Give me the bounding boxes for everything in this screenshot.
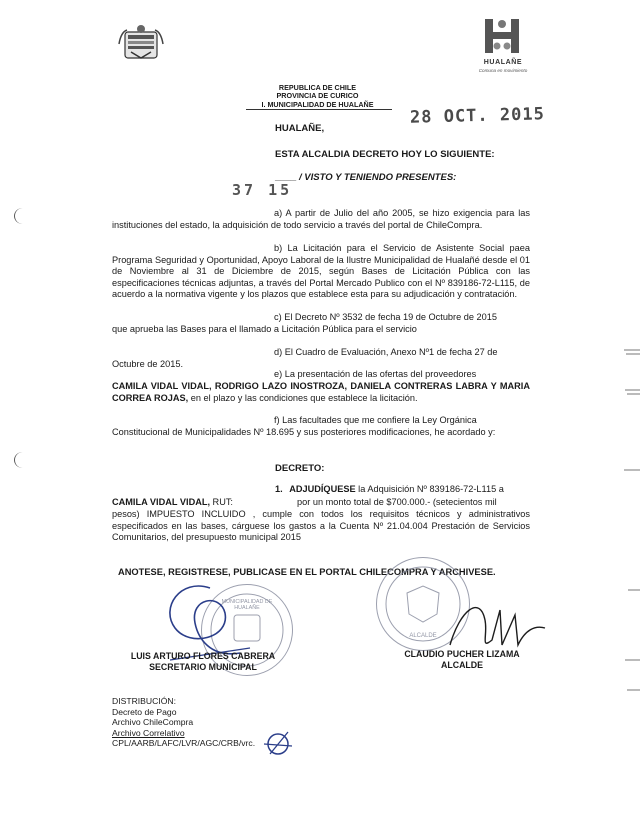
- header-rule: [246, 109, 392, 110]
- amount-text: por un monto total de $700.000.- (setecientos mil: [297, 497, 497, 507]
- decreto-heading: DECRETO:: [275, 463, 325, 474]
- visto-f-line2: Constitucional de Municipalidades Nº 18.695 y sus posteriores modificaciones, he acordado y:: [112, 427, 496, 437]
- decreto-verb: ADJUDÍQUESE: [289, 484, 356, 494]
- visto-c-line2: que aprueba las Bases para el llamado a Licitación Pública para el servicio: [112, 324, 417, 334]
- visto-c-line1: c) El Decreto Nº 3532 de fecha 19 de Octubre de 2015: [274, 312, 497, 322]
- decree-number-stamp: [232, 181, 292, 199]
- punch-hole-bottom: [14, 452, 31, 468]
- hualane-logo: [476, 18, 530, 58]
- place-label: HUALAÑE,: [275, 123, 325, 134]
- decree-number: 37 15: [232, 181, 293, 199]
- rut-label: RUT:: [210, 497, 233, 507]
- decreto-beneficiary-line: [112, 497, 312, 509]
- date-stamp: 28 OCT. 2015: [409, 104, 546, 128]
- visto-d-line1: d) El Cuadro de Evaluación, Anexo Nº1 de fecha 27 de: [274, 347, 498, 357]
- visto-f-line1: f) Las facultades que me confiere la Ley Orgánica: [274, 415, 477, 425]
- punch-hole-top: [14, 208, 31, 224]
- decreto-body: pesos) IMPUESTO INCLUIDO , cumple con todos los requisitos técnicos y administrativos especificados en las bases, cárguese los gastos a la Cuenta Nº 21.04.004 Prestación de Servicios Comunitarios, del presupuesto municipal 2015: [112, 509, 530, 542]
- decreto-line1-rest: la Adquisición Nº 839186-72-L115 a: [355, 484, 504, 494]
- letterhead: [250, 84, 385, 109]
- beneficiary-name: CAMILA VIDAL VIDAL,: [112, 497, 210, 507]
- intro-line: ESTA ALCALDIA DECRETO HOY LO SIGUIENTE:: [275, 149, 495, 160]
- visto-e-line1: e) La presentación de las ofertas del proveedores: [274, 369, 477, 379]
- secretary-title: SECRETARIO MUNICIPAL: [149, 662, 257, 672]
- provider-names: CAMILA VIDAL VIDAL, RODRIGO LAZO INOSTROZA, DANIELA CONTRERAS LABRA Y MARIA CORREA ROJAS,: [112, 381, 530, 403]
- seal-right-text: ALCALDE: [409, 633, 437, 639]
- republic-line: REPUBLICA DE CHILE: [278, 83, 357, 92]
- distribution-item: CPL/AARB/LAFC/LVR/AGC/CRB/vrc.: [112, 738, 256, 749]
- municipal-coat-of-arms: [117, 24, 165, 64]
- distribution-heading: DISTRIBUCIÓN:: [112, 696, 176, 706]
- visto-blank: ____: [275, 172, 297, 183]
- decreto-item-number: 1.: [275, 484, 283, 494]
- visto-a: a) A partir de Julio del año 2005, se hizo exigencia para las instituciones del estado, la adquisición de todo servicio a través del portal de ChileCompra.: [112, 208, 530, 230]
- visto-d-line2: Octubre de 2015.: [112, 359, 183, 369]
- brand-tagline: Comuna en movimiento: [478, 68, 528, 73]
- decreto-item-line1: [275, 484, 530, 496]
- visto-e-rest: en el plazo y las condiciones que establece la licitación.: [188, 392, 418, 403]
- scan-edge-marks: [622, 330, 640, 750]
- brand-name: HUALAÑE: [483, 59, 523, 66]
- seal-left-text: MUNICIPALIDAD DE HUALAÑE: [221, 599, 273, 611]
- mayor-name: CLAUDIO PUCHER LIZAMA: [404, 649, 520, 659]
- closing-line: ANOTESE, REGISTRESE, PUBLICASE EN EL PORTAL CHILECOMPRA Y ARCHIVESE.: [118, 567, 496, 577]
- province-line: PROVINCIA DE CURICO: [276, 91, 359, 101]
- initials-mark: [258, 724, 298, 764]
- distribution-item: Decreto de Pago: [112, 706, 177, 717]
- visto-heading: / VISTO Y TENIENDO PRESENTES:: [299, 172, 457, 183]
- distribution-item: Archivo ChileCompra: [112, 717, 194, 728]
- secretary-name: LUIS ARTURO FLORES CABRERA: [130, 651, 276, 661]
- distribution-item: Archivo Correlativo: [112, 727, 185, 738]
- municipality-line: I. MUNICIPALIDAD DE HUALAÑE: [261, 99, 374, 109]
- visto-b: b) La Licitación para el Servicio de Asistente Social paea Programa Seguridad y Oportunidad, Apoyo Laboral de la Ilustre Municipalidad de Hualañé desde el 01 de Noviembre al 31 de Diciembre de 2015, según Bases de Licitación Pública con las especificaciones técnicas adjuntas, a través del Portal Mercado Publico con el Nº 839186-72-L115, de acuerdo a la normativa vigente y los plazos que establece esta para su adjudicación y contratación.: [112, 243, 530, 299]
- visto-e-body: [112, 381, 530, 404]
- mayor-title: ALCALDE: [440, 660, 484, 670]
